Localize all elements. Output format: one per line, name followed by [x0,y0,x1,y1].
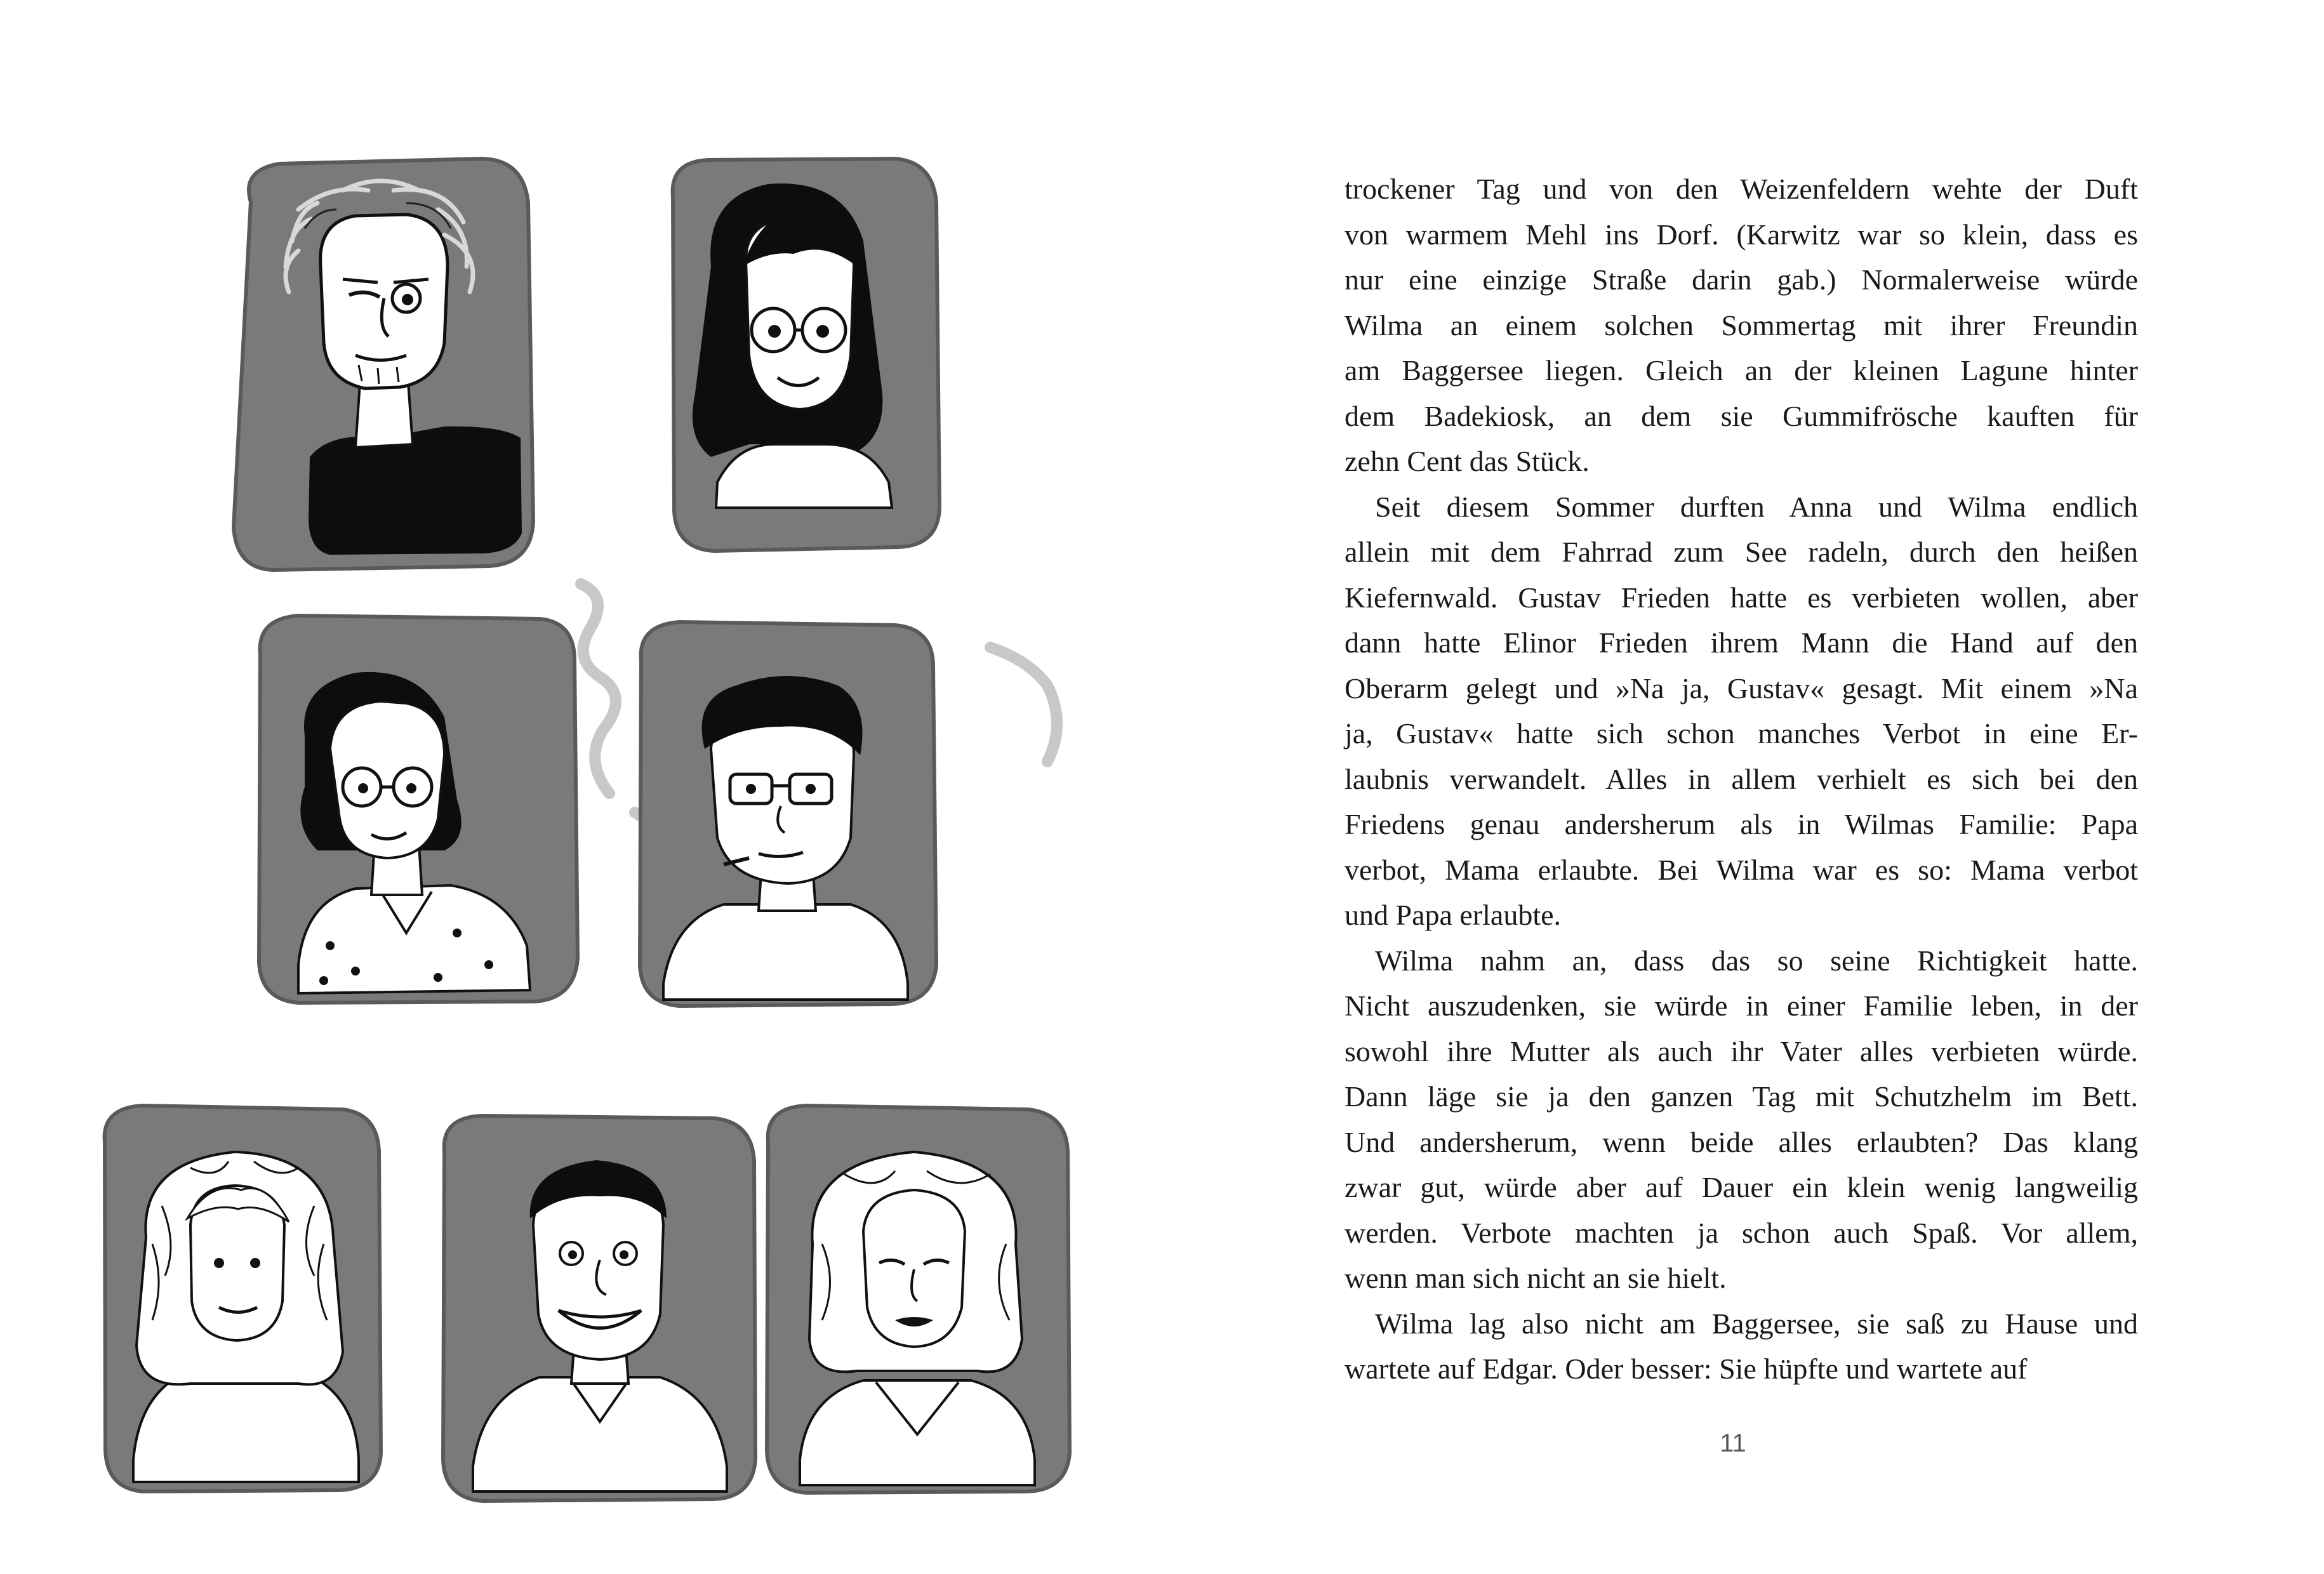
text-line: nur eine einzige Straße darin gab.) Normalerweise würde [1345,263,2138,296]
text-line: von warmem Mehl ins Dorf. (Karwitz war so klein, dass es [1345,218,2138,251]
text-line: Wilma an einem solchen Sommertag mit ihrer Freundin [1345,308,2138,341]
text-line: werden. Verbote machten ja schon auch Spaß. Vor allem, [1345,1216,2138,1249]
text-line: wartete auf Edgar. Oder besser: Sie hüpfte und wartete auf [1345,1352,2028,1385]
wavy-haired-woman-portrait [767,1106,1070,1493]
text-line: zwar gut, würde aber auf Dauer ein klein wenig langweilig [1345,1171,2138,1203]
girl-with-glasses-portrait [673,159,940,551]
text-line: Friedens genau andersherum als in Wilmas Familie: Papa [1345,808,2138,840]
text-line: Und andersherum, wenn beide alles erlaubten? Das klang [1345,1125,2138,1158]
text-line: dem Badekiosk, an dem sie Gummifrösche kauften für [1345,399,2138,432]
text-line: verbot, Mama erlaubte. Bei Wilma war es so: Mama verbot [1345,853,2138,886]
text-line: Oberarm gelegt und »Na ja, Gustav« gesagt. Mit einem »Na [1345,671,2138,704]
old-man-portrait [234,159,533,570]
grinning-man-portrait [443,1116,755,1501]
woman-with-glasses-portrait [259,616,578,1003]
text-line: zehn Cent das Stück. [1345,445,1590,477]
curly-haired-girl-portrait [105,1106,381,1491]
text-line: Wilma nahm an, dass das so seine Richtigkeit hatte. [1375,944,2138,977]
text-line: Dann läge sie ja den ganzen Tag mit Schutzhelm im Bett. [1345,1080,2138,1113]
text-line: am Baggersee liegen. Gleich an der kleinen Lagune hinter [1345,354,2138,387]
text-line: allein mit dem Fahrrad zum See radeln, durch den heißen [1345,536,2138,568]
text-line: dann hatte Elinor Frieden ihrem Mann die Hand auf den [1345,626,2138,659]
text-line: und Papa erlaubte. [1345,899,1562,931]
text-line: Kiefernwald. Gustav Frieden hatte es verbieten wollen, aber [1345,581,2138,614]
text-line: laubnis verwandelt. Alles in allem verhielt es sich bei den [1345,762,2138,795]
text-line: wenn man sich nicht an sie hielt. [1345,1262,1727,1294]
text-line: sowohl ihre Mutter als auch ihr Vater alles verbieten würde. [1345,1035,2138,1068]
man-with-glasses-smoking-portrait [640,622,936,1006]
text-line: Wilma lag also nicht am Baggersee, sie saß zu Hause und [1375,1307,2138,1340]
text-line: ja, Gustav« hatte sich schon manches Verbot in eine Er- [1345,717,2138,750]
body-text [1345,166,2138,1392]
text-line: Seit diesem Sommer durften Anna und Wilma endlich [1375,490,2138,523]
page-number: 11 [1720,1429,1746,1457]
text-line: trockener Tag und von den Weizenfeldern wehte der Duft [1345,173,2138,205]
text-line: Nicht auszudenken, sie würde in einer Familie leben, in der [1345,989,2138,1022]
